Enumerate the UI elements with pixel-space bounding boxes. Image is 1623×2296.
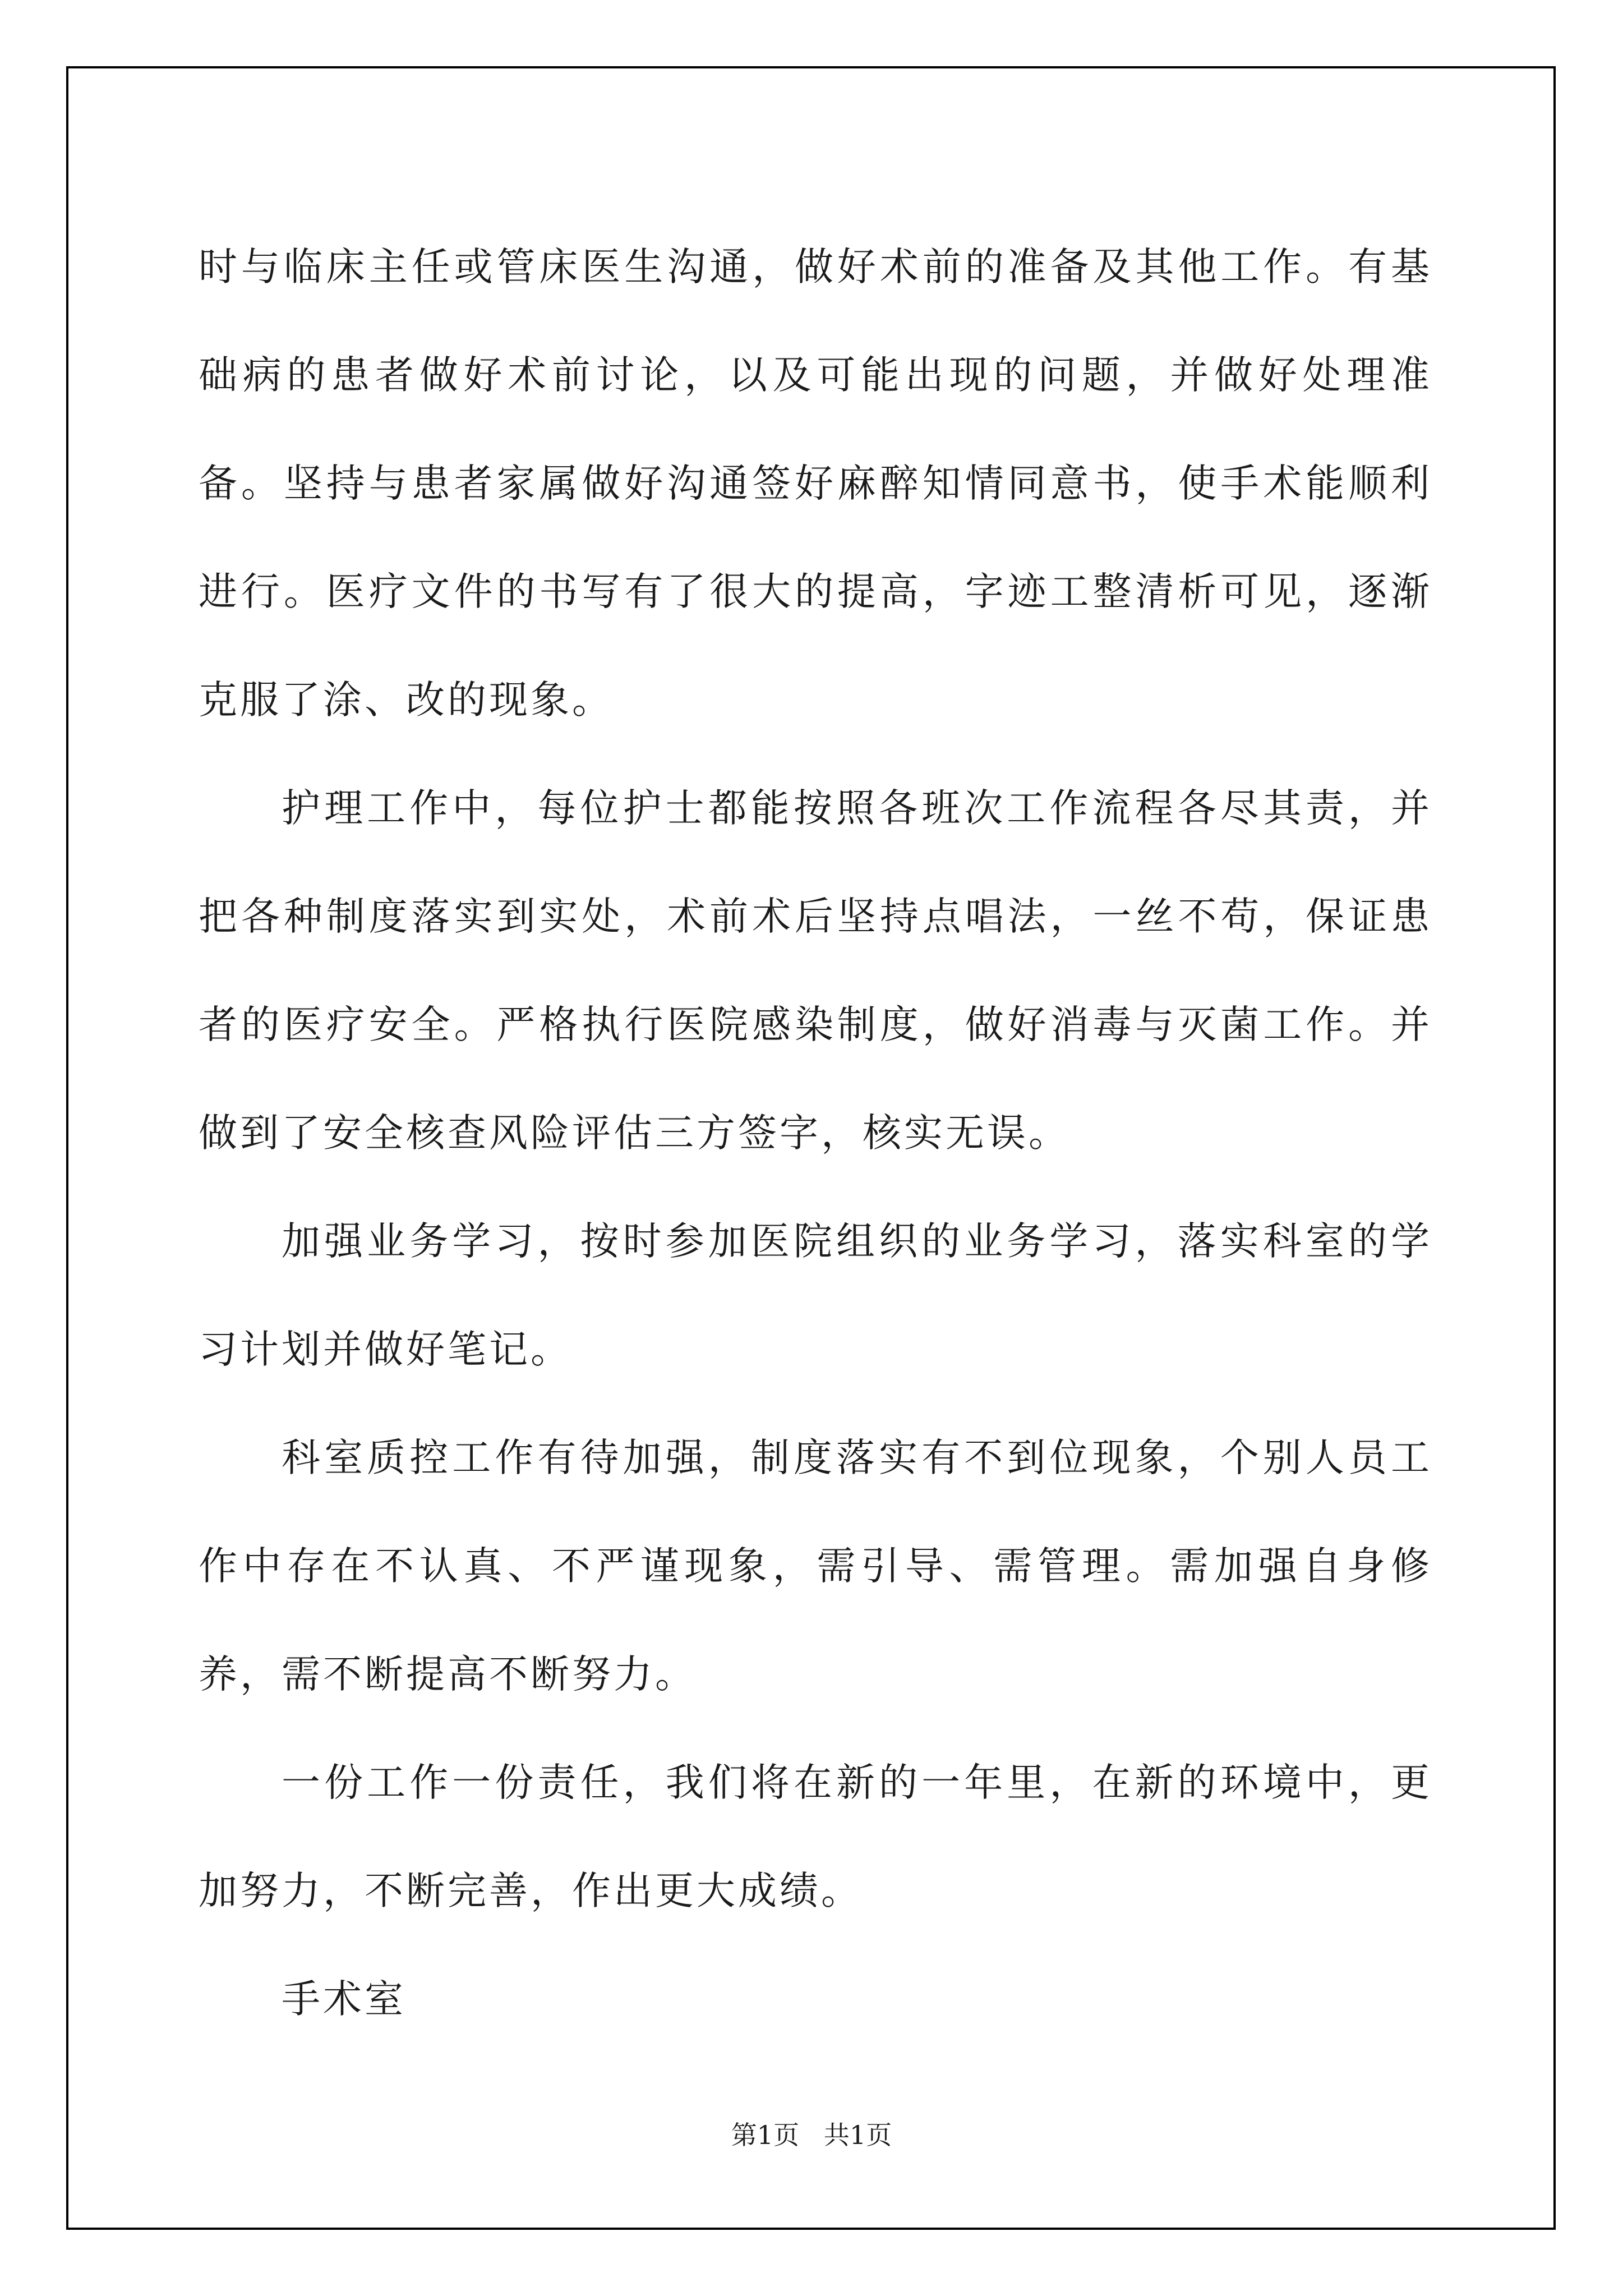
paragraph-1: 时与临床主任或管床医生沟通，做好术前的准备及其他工作。有基础病的患者做好术前讨论，以及可能出现的问题，并做好处理准备。坚持与患者家属做好沟通签好麻醉知情同意书，使手术能顺利进行。医疗文件的书写有了很大的提高，字迹工整清析可见，逐渐克服了涂、改的现象。 xyxy=(199,245,1432,723)
signature-department: 手术室 xyxy=(282,1977,406,2022)
paragraph-5: 一份工作一份责任，我们将在新的一年里，在新的环境中，更加努力，不断完善，作出更大成绩。 xyxy=(199,1760,1432,1913)
paragraph-4: 科室质控工作有待加强，制度落实有不到位现象，个别人员工作中存在不认真、不严谨现象，需引导、需管理。需加强自身修养，需不断提高不断努力。 xyxy=(199,1435,1432,1697)
page-footer: 第1页 共1页 xyxy=(731,2120,892,2150)
paragraph-2: 护理工作中，每位护士都能按照各班次工作流程各尽其责，并把各种制度落实到实处，术前术后坚持点唱法，一丝不苟，保证患者的医疗安全。严格执行医院感染制度，做好消毒与灭菌工作。并做到了安全核查风险评估三方签字，核实无误。 xyxy=(199,786,1432,1156)
document-body xyxy=(199,213,1432,2054)
paragraph-3: 加强业务学习，按时参加医院组织的业务学习，落实科室的学习计划并做好笔记。 xyxy=(199,1219,1432,1372)
